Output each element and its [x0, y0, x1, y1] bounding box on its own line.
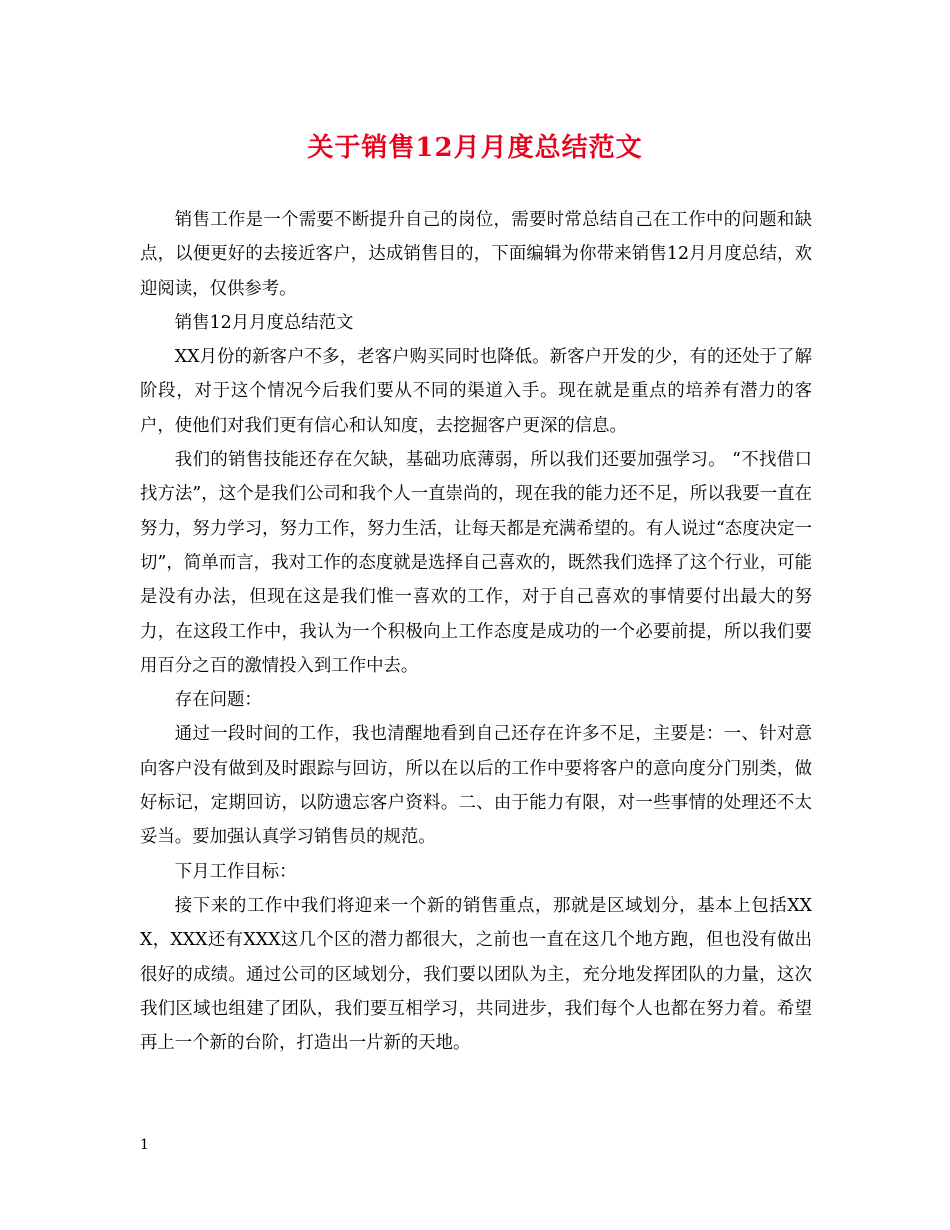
page-number: 1: [140, 1137, 149, 1153]
paragraph-problems: 通过一段时间的工作，我也清醒地看到自己还存在许多不足，主要是：一、针对意向客户没有做到及时跟踪与回访，所以在以后的工作中要将客户的意向度分门别类，做好标记，定期回访，以防遗忘客户资料。二、由于能力有限，对一些事情的处理还不太妥当。要加强认真学习销售员的规范。: [140, 724, 812, 848]
paragraph-intro: 销售工作是一个需要不断提升自己的岗位，需要时常总结自己在工作中的问题和缺点，以便更好的去接近客户，达成销售目的，下面编辑为你带来销售12月月度总结，欢迎阅读，仅供参考。: [140, 210, 812, 299]
paragraph-subtitle: 销售12月月度总结范文: [174, 312, 354, 333]
document-title: 关于销售12月月度总结范文: [307, 133, 643, 163]
paragraph-goals: 接下来的工作中我们将迎来一个新的销售重点，那就是区域划分，基本上包括XXX，XXX还有XXX这几个区的潜力都很大，之前也一直在这几个地方跑，但也没有做出很好的成绩。通过公司的区域划分，我们要以团队为主，充分地发挥团队的力量，这次我们区域也组建了团队，我们要互相学习，共同进步，我们每个人也都在努力着。希望再上一个新的台阶，打造出一片新的天地。: [140, 895, 812, 1054]
paragraph-goals-heading: 下月工作目标：: [174, 861, 297, 882]
paragraph-problems-heading: 存在问题：: [174, 690, 262, 711]
paragraph-sales-skills: 我们的销售技能还存在欠缺，基础功底薄弱，所以我们还要加强学习。 “不找借口找方法”，这个是我们公司和我个人一直崇尚的，现在我的能力还不足，所以我要一直在努力，努力学习，努力工作，努力生活，让每天都是充满希望的。有人说过“态度决定一切”，简单而言，我对工作的态度就是选择自己喜欢的，既然我们选择了这个行业，可能是没有办法，但现在这是我们惟一喜欢的工作，对于自己喜欢的事情要付出最大的努力，在这段工作中，我认为一个积极向上工作态度是成功的一个必要前提，所以我们要用百分之百的激情投入到工作中去。: [140, 450, 812, 676]
document-body: [140, 203, 812, 1060]
paragraph-new-customers: XX月份的新客户不多，老客户购买同时也降低。新客户开发的少，有的还处于了解阶段，对于这个情况今后我们要从不同的渠道入手。现在就是重点的培养有潜力的客户，使他们对我们更有信心和认知度，去挖掘客户更深的信息。: [140, 347, 812, 436]
